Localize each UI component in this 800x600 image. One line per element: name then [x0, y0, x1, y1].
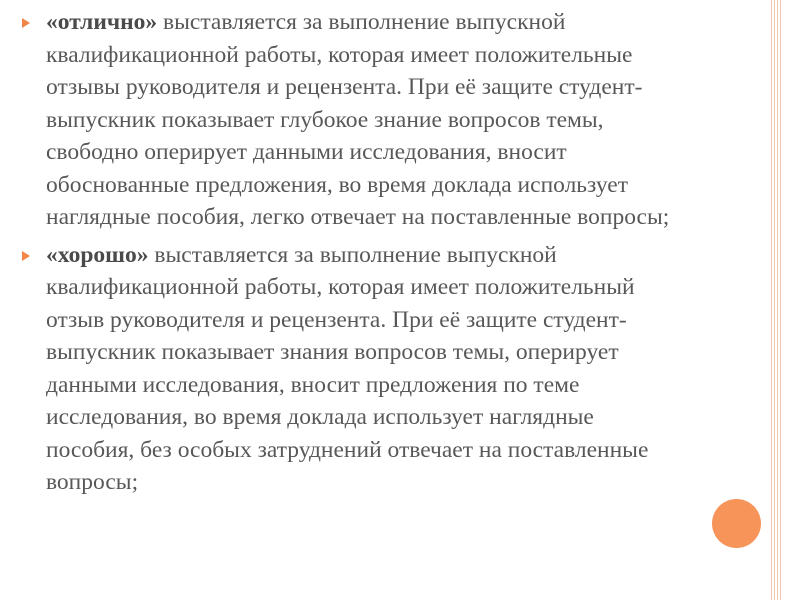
accent-circle — [712, 499, 761, 548]
bullet-line: вопросы; — [46, 469, 139, 495]
bullet-line: пособия, без особых затруднений отвечает на поставленные — [46, 436, 649, 463]
bullet-arrow-icon — [22, 18, 30, 28]
grade-term: «отлично» — [46, 9, 158, 35]
bullet-line: квалификационной работы, которая имеет положительный — [46, 274, 635, 300]
bullet-good — [22, 239, 762, 499]
bullet-line: выпускник показывает знания вопросов темы, оперирует — [46, 339, 619, 365]
bullet-arrow-icon — [22, 251, 30, 261]
bullet-line: данными исследования, вносит предложения по теме — [46, 371, 580, 398]
frame-line — [780, 0, 781, 600]
frame-line — [774, 0, 775, 600]
bullet-excellent — [22, 6, 762, 234]
grade-term: «хорошо» — [46, 241, 149, 268]
frame-line — [777, 0, 778, 600]
bullet-line: «отлично» выставляется за выполнение выпускной — [46, 9, 566, 35]
slide-content — [22, 6, 762, 504]
bullet-line: «хорошо» выставляется за выполнение выпускной — [46, 241, 557, 268]
bullet-line: наглядные пособия, легко отвечает на поставленные вопросы; — [46, 204, 670, 230]
bullet-line: отзывы руководителя и рецензента. При её защите студент- — [46, 74, 643, 100]
bullet-line: исследования, во время доклада использует наглядные — [46, 404, 594, 430]
bullet-line: отзыв руководителя и рецензента. При её защите студент- — [46, 306, 627, 333]
bullet-line: квалификационной работы, которая имеет положительные — [46, 41, 633, 68]
bullet-line: свободно оперирует данными исследования, вносит — [46, 139, 567, 165]
bullet-line: обоснованные предложения, во время доклада использует — [46, 171, 628, 198]
bullet-line: выпускник показывает глубокое знание вопросов темы, — [46, 106, 604, 133]
frame-line — [771, 0, 772, 600]
